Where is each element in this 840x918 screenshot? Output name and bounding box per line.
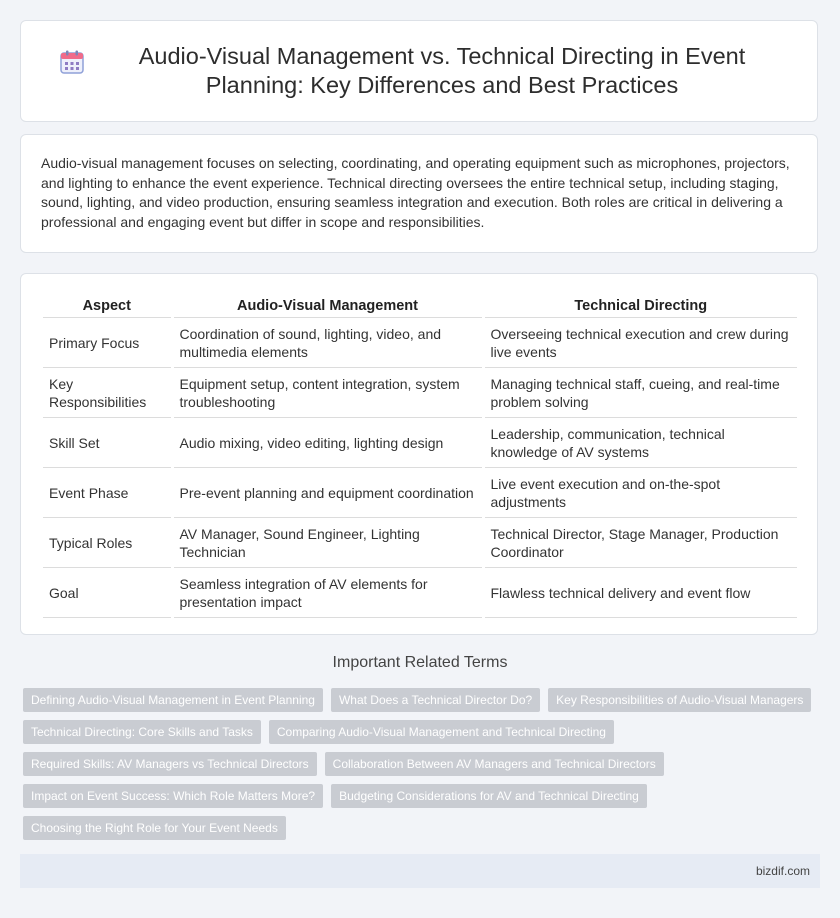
- related-terms-list: [23, 688, 813, 848]
- calendar-icon: [59, 49, 85, 75]
- tag-row: [23, 784, 813, 808]
- related-term-tag[interactable]: Defining Audio-Visual Management in Event Planning: [23, 688, 323, 712]
- table-cell: Skill Set: [43, 418, 172, 468]
- table-cell: Flawless technical delivery and event flow: [483, 568, 797, 618]
- table-row: [43, 368, 797, 418]
- table-cell: Equipment setup, content integration, system troubleshooting: [172, 368, 483, 418]
- tag-row: [23, 752, 813, 776]
- table-cell: AV Manager, Sound Engineer, Lighting Technician: [172, 518, 483, 568]
- related-term-tag[interactable]: Budgeting Considerations for AV and Technical Directing: [331, 784, 647, 808]
- tag-row: [23, 720, 813, 744]
- table-cell: Technical Director, Stage Manager, Production Coordinator: [483, 518, 797, 568]
- table-cell: Key Responsibilities: [43, 368, 172, 418]
- intro-card: [20, 134, 818, 253]
- table-cell: Goal: [43, 568, 172, 618]
- table-row: [43, 568, 797, 618]
- table-cell: Seamless integration of AV elements for presentation impact: [172, 568, 483, 618]
- comparison-table: [43, 296, 797, 618]
- header-aspect: Aspect: [43, 296, 172, 318]
- related-term-tag[interactable]: Impact on Event Success: Which Role Matters More?: [23, 784, 323, 808]
- title-wrap: [59, 42, 779, 100]
- page-title: Audio-Visual Management vs. Technical Directing in Event Planning: Key Differences and Best Practices: [138, 43, 746, 98]
- table-row: [43, 518, 797, 568]
- table-cell: Event Phase: [43, 468, 172, 518]
- comparison-card: [20, 273, 818, 635]
- related-term-tag[interactable]: Key Responsibilities of Audio-Visual Managers: [548, 688, 811, 712]
- table-cell: Overseeing technical execution and crew during live events: [483, 318, 797, 368]
- related-terms-heading: Important Related Terms: [332, 654, 508, 671]
- table-row: [43, 418, 797, 468]
- table-cell: Pre-event planning and equipment coordination: [172, 468, 483, 518]
- table-cell: Audio mixing, video editing, lighting design: [172, 418, 483, 468]
- related-term-tag[interactable]: Collaboration Between AV Managers and Technical Directors: [325, 752, 664, 776]
- table-row: [43, 318, 797, 368]
- related-term-tag[interactable]: Required Skills: AV Managers vs Technical Directors: [23, 752, 317, 776]
- title-card: [20, 20, 818, 122]
- table-cell: Typical Roles: [43, 518, 172, 568]
- tag-row: [23, 816, 813, 840]
- table-cell: Leadership, communication, technical knowledge of AV systems: [483, 418, 797, 468]
- intro-paragraph: Audio-visual management focuses on selecting, coordinating, and operating equipment such as microphones, projectors, and lighting to enhance the event experience. Technical directing oversees the entire technical setup, including staging, sound, lighting, and video production, ensuring seamless integration and execution. Both roles are critical in delivering a professional and engaging event but differ in scope and responsibilities.: [41, 155, 790, 230]
- related-term-tag[interactable]: Choosing the Right Role for Your Event Needs: [23, 816, 286, 840]
- header-technical-directing: Technical Directing: [483, 296, 797, 318]
- table-header-row: [43, 296, 797, 318]
- table-cell: Managing technical staff, cueing, and real-time problem solving: [483, 368, 797, 418]
- site-name[interactable]: bizdif.com: [755, 864, 810, 878]
- table-cell: Live event execution and on-the-spot adjustments: [483, 468, 797, 518]
- table-cell: Primary Focus: [43, 318, 172, 368]
- table-cell: Coordination of sound, lighting, video, and multimedia elements: [172, 318, 483, 368]
- header-av-management: Audio-Visual Management: [172, 296, 483, 318]
- footer: [20, 854, 820, 888]
- tag-row: [23, 688, 813, 712]
- related-term-tag[interactable]: What Does a Technical Director Do?: [331, 688, 540, 712]
- related-term-tag[interactable]: Comparing Audio-Visual Management and Technical Directing: [269, 720, 614, 744]
- related-term-tag[interactable]: Technical Directing: Core Skills and Tasks: [23, 720, 261, 744]
- table-row: [43, 468, 797, 518]
